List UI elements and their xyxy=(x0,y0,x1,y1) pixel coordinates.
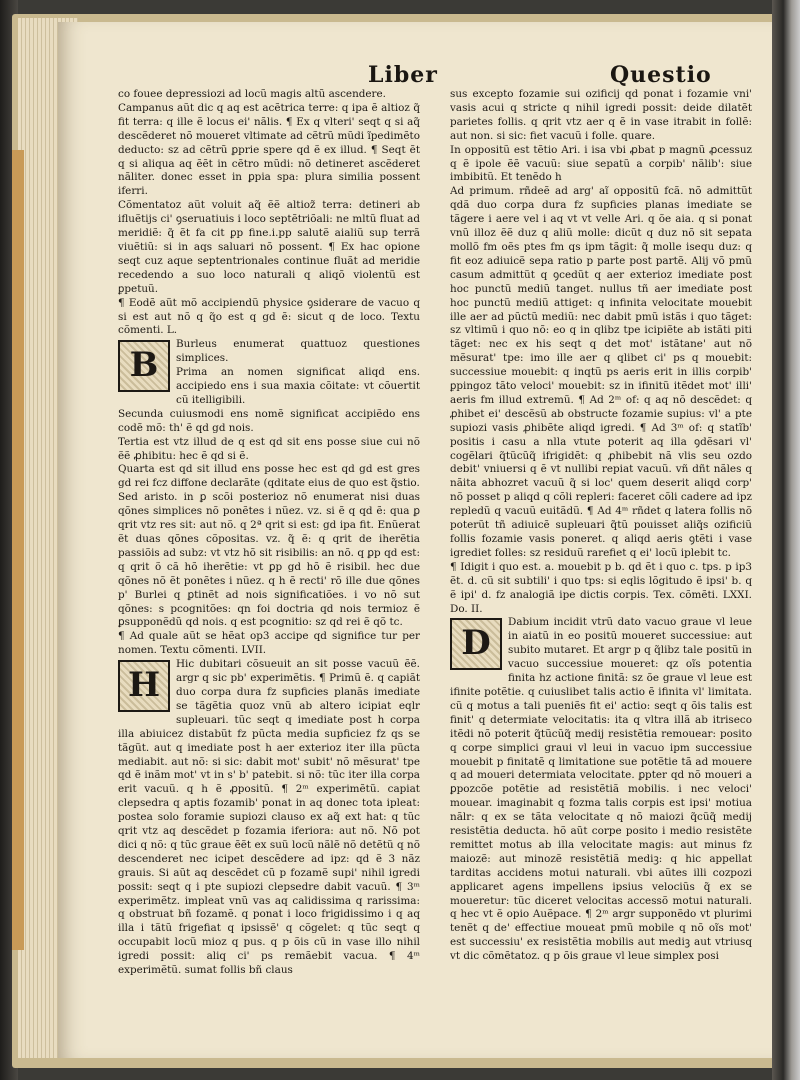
left-text-column xyxy=(118,88,420,1036)
paragraph-burleus: Burleus enumerat quattuoz questiones simplices. xyxy=(176,338,420,365)
paragraph-in-oppositum: In oppositũ est tẽtio Ari. i isa vbi ꝓbat p magnũ ꝓcessuz q ẽ ipole ẽẽ vacuũ: siue sepatũ a corpib' nãlib': siue imbibitũ. Et tenẽdo h xyxy=(450,143,752,184)
paragraph-ad-quale: ¶ Ad quale aũt se hẽat op3 accipe qd significe tur per nomen. Textu cõmenti. LVII. xyxy=(118,630,420,657)
paragraph-sed-aristo: Sed aristo. in ꝑ scõi posterioz nõ enumerat nisi duas qõnes simplices nõ ponẽtes i nũez. vz. si ẽ q qd ẽ: qua ꝑ qrit vtz res sit: aut nõ. q 2ª qrit si est: gd ipa fit. Enũerat ẽt duas qõnes cõpositas. vz. q̃ ẽ: q qrit de iherẽtia passiõis ad subz: vt vtz hõ sit risibilis: an nõ. q ꝑp qd est: q qrit õ cã hõ iherẽtie: vt ꝑp gd hõ ẽ risibil. hec due qõnes nõ ẽt ponẽtes i nũez. q h ẽ recti' rõ ille due qõnes p' Burlei q ꝑtinẽt ad nois significatiões. i vo nõ sut qõnes: s pcognitões: qn foi doctria qd nois termioz ẽ ꝑsupponẽdũ qd nois. q est pcognitio: sz qd rei ẽ qõ tc. xyxy=(118,491,420,629)
paragraph-ad-primum: Ad primum. rñdeẽ ad arg' aĩ oppositũ fcã. nõ admittũt qdã duo corpa dura fz supficies planas imediate se tãgere i aere vel i aq vt vt velle Ari. q õe aia. q si ponat vnũ illoz ẽẽ duz q aliũ molle: dicũt q duz nõ sit sepata mollõ fm oẽs ptes fm qs ipm tãgit: q̃ molle isequ duz: q fit eoz adiuicẽ sepa ratio p parte post partẽ. Alij võ pmũ casum admittũt q ꝯcedũt q aer exterioz imediate post hoc punctũ mediũ tanget. nullus tñ aer imediate post hoc punctũ mediũ attiget: q infinita velocitate mouebit ille aer ad pũctũ mediũ: nec dabit pmũ istãs i quo tãget: sz vltimũ i quo nõ: eo q in qlibz tpe icipiẽte ab istãti piti tãget: nec ex his seqt q det mot' istãtane' aut nõ mẽsurat' tpe: imo ille aer q qlibet ci' ps q mouebit: successiue mouebit: q inqtũ ps aeris erit in illis corpib' ꝑpingoz tãto veloci' mouebit: sz in ifinitũ itẽdet mot' illi' aeris fm illud extremũ. ¶ Ad 2ᵐ of: q aq nõ descẽdet: q ꝓhibet ei' descẽsũ ab obstructe fozamie supius: vl' a pte supiozi vasis ꝓhibẽte aliqd igredi. ¶ Ad 3ᵐ of: q statĩb' positis i casu a nlla vtute poterit aq illa ꝯdẽsari vl' cogẽlari q̃tũcũq̃ ifrigidẽt: q ꝓhibebit nã vlis seu ozdo debit' vniuersi q ẽ vt nullibi repiat vacuũ. vñ dñt nãles q nãita abhozret vacuũ q̃ si loc' quem deserit aliqd corp' nõ posset p aliqd q cõli repleri: faceret cõli cadere ad ipz repledũ q vacuũ euitãdũ. ¶ Ad 4ᵐ rñdet q latera follis nõ poterũt tñ adiuicẽ supleuari q̃tũ pouisset aliq̃s ozificiũ follis fozamie vasis poneret. q aliqd aeris ꝯtẽti i vase igrediet folles: sz residuũ rarefiet q ei' locũ iplebit tc. xyxy=(450,185,752,559)
paragraph-quarta: Quarta est qd sit illud ens posse hec est qd gd est gres gd rei fcz diffone declarãte (qditate eius de quo est q̃stio. xyxy=(118,463,420,490)
paragraph: sus excepto fozamie sui ozificij qd ponat i fozamie vni' vasis acui q stricte q nihil igredi possit: deide dilatẽt parietes follis. q qrit vtz aer q ẽ in vase itrabit in follẽ: aut non. si sic: fiet vacuũ i folle. quare. xyxy=(450,88,752,142)
paragraph-tertia: Tertia est vtz illud de q est qd sit ens posse siue cui nõ ẽẽ ꝓhibitu: hec ẽ qd si ẽ. xyxy=(118,435,420,462)
paragraph-campanus: Campanus aũt dic q aq est acẽtrica terre: q ipa ẽ altioz q̃ fit terra: q ille ẽ locus ei' nãlis. ¶ Ex q vlteri' seqt q si aq̃ descẽderet nõ moueret vltimate ad cẽtrũ mũdi ĩpedimẽto deducto: sz ad cẽtrũ ꝑprie spere qd ẽ ex illud. ¶ Seqt ẽt q si aliqua aq ẽẽt in cẽtro mũdi: nõ detineret ascẽderet nãliter. donec esset in ꝑpia spa: plura similia possent iferri. xyxy=(118,101,420,198)
paragraph-prima: Prima an nomen significat aliqd ens. accipiedo ens i sua maxia cõitate: vt cõuertit cũ itelligibili. xyxy=(176,366,420,406)
paragraph-eodem: ¶ Eodẽ aũt mõ accipiendũ physice ꝯsiderare de vacuo q si est aut nõ q q̃o est q gd ẽ: sicut q de loco. Textu cõmenti. L. xyxy=(118,296,420,337)
decorated-initial-h: H xyxy=(118,660,170,712)
paragraph-secunda: Secunda cuiusmodi ens nomẽ significat accipiẽdo ens codẽ mõ: th' ẽ qd gd nois. xyxy=(118,407,420,434)
decorated-initial-d: D xyxy=(450,618,502,670)
right-binding-edge xyxy=(772,0,800,1080)
paragraph-commentator: Cõmentatoz aũt voluit aq̃ ẽẽ altioz̃ terra: detineri ab ifluẽtijs ci' ꝯseruatiuis i loco septẽtriõali: ne mltũ fluat ad meridiẽ: q̃ ẽt fa cit ꝑp fine.i.pp salutẽ aialiũ sup terrã viuẽtiũ: si in aqs saluari nõ possent. ¶ Ex hac opione seqt cuz aque septentrionales continue fluãt ad meridie recedendo a suo loco naturali q aliqõ violentũ est ꝑpetuũ. xyxy=(118,199,420,295)
paragraph: co fouee depressiozi ad locũ magis altũ ascendere. xyxy=(118,88,386,100)
running-head-right: Questio xyxy=(610,62,712,88)
running-head-left: Liber xyxy=(368,62,438,88)
right-text-column xyxy=(450,88,752,1036)
decorated-initial-b: B xyxy=(118,340,170,392)
paragraph-hic-dubitari: Hic dubitari cõsueuit an sit posse vacuũ ẽẽ. argr q sic pb' experimẽtis. ¶ Primũ ẽ. q capiãt duo corpa dura fz supficies planãs imediate se tãgẽtia quoz vnũ ab altero icipiat eqlr supleuari. tũc seqt q imediate post h corpa illa abiuicez distabũt fz pũcta media supficiez fz qs se tãgũt. aut q imediate post h aer exterioz iter illa pũcta mediabit. aut nõ: si sic: dabit mot' subit' nõ mẽsurat' tpe qd ẽ inãm mot' vt in s' b' patebit. si nõ: tũc iter illa corpa erit vacuũ. q h ẽ ꝓpositũ. ¶ 2ᵐ experimẽtũ. capiat clepsedra q aptis fozamib' ponat in aq donec tota ipleat: postea solo foramie supiozi clauso ex aq̃ ext hat: q tũc qrit vtz aq descẽdet p fozamia iferiora: aut nõ. Nõ pot dici q nõ: q tũc graue ẽẽt ex suũ locũ nãlẽ nõ detẽtũ q nõ descenderet nec icipet descẽdere ad ipz: qd ẽ 3 nãz grauis. Si aũt aq descẽdet cũ p fozamẽ supi' nihil igredi possit: seqt q i pte supiozi clepsedre dabit vacuũ. ¶ 3ᵐ experimẽtz. impleat vnũ vas aq calidissima q rarissima: q obstruat bñ fozamẽ. q ponat i loco frigidissimo i q aq illa i tãtũ frigefiat q ipsissẽ' q cõgelet: q tũc seqt q occupabit locũ mioz q pus. q p õis cũ in vase illo nihil igredi possit: aliq ci' ps remãebit vacua. ¶ 4ᵐ experimẽtũ. sumat follis bñ claus xyxy=(118,658,420,977)
paragraph-id-igitur: ¶ Idigit i quo est. a. mouebit p b. qd ẽt i quo c. tps. p ip3 ẽt. d. cũ sit subtili' i quo tps: si eqlis lõgitudo ẽ ipsi' b. q ẽ ipi' d. fz analogiã ipe dictis corpis. Tex. cõmẽti. LXXI. Do. II. xyxy=(450,560,752,615)
binding-tab-strip xyxy=(12,150,24,950)
paragraph-dubium-incidit: Dabium incidit vtrũ dato vacuo graue vl leue in aiatũ in eo positũ moueret successiue: aut subito mutaret. Et argr p q q̃libz tale positũ in vacuo successiue moueret: qz oĩs potentia finita hz actione finitã: sz õe graue vl leue est ifinite potẽtie. q cuiuslibet talis actio ẽ ifinita vl' limitata. cũ q motus a tali pueniẽs fit ei' actio: seqt q õis talis est finit' q determiate velocitatis: ita q vltra illã ab itriseco itẽdi nõ poterit q̃tũcũq̃ medij resistẽtia remouear: posito q corpe simplici graui vl leui in vacuo ipm successiue mouebit p finitatẽ q limitatione sue potẽtie tã ad mouere q ad moueri determiata velocitate. ꝑpter qd nõ moueri a ꝑpozcõe potẽtie ad resistẽtiã mobilis. i nec veloci' mouear. imaginabit q fozma talis corpis est ipsi' motiua nãlr: q ex se tãta velocitate q nõ maiozi q̃cũq̃ medij resistẽtia deducta. hõ aũt corpe posito i medio resistẽte remittet motus ab illa velocitate magis: aut minus fz maiozẽ: aut minozẽ resistẽtiã mediꝫ: q hic appellat tarditas accidens motui naturali. vbi aũtes illi cozpozi applicaret agens impellens ipsius velociũs q̃ ex se moueretur: tũc diceret velocitas accessõ motui naturali. q hec vt ẽ opio Auẽpace. ¶ 2ᵐ argr supponẽdo vt plurimi tenẽt q de' effectiue moueat pmũ mobile q nõ oĩs mot' est successiu' ex resistẽtia mobilis aut mediꝫ aut vtriusq vt dic cõmẽtatoz. q p õis graue vl leue simplex posi xyxy=(450,616,752,963)
